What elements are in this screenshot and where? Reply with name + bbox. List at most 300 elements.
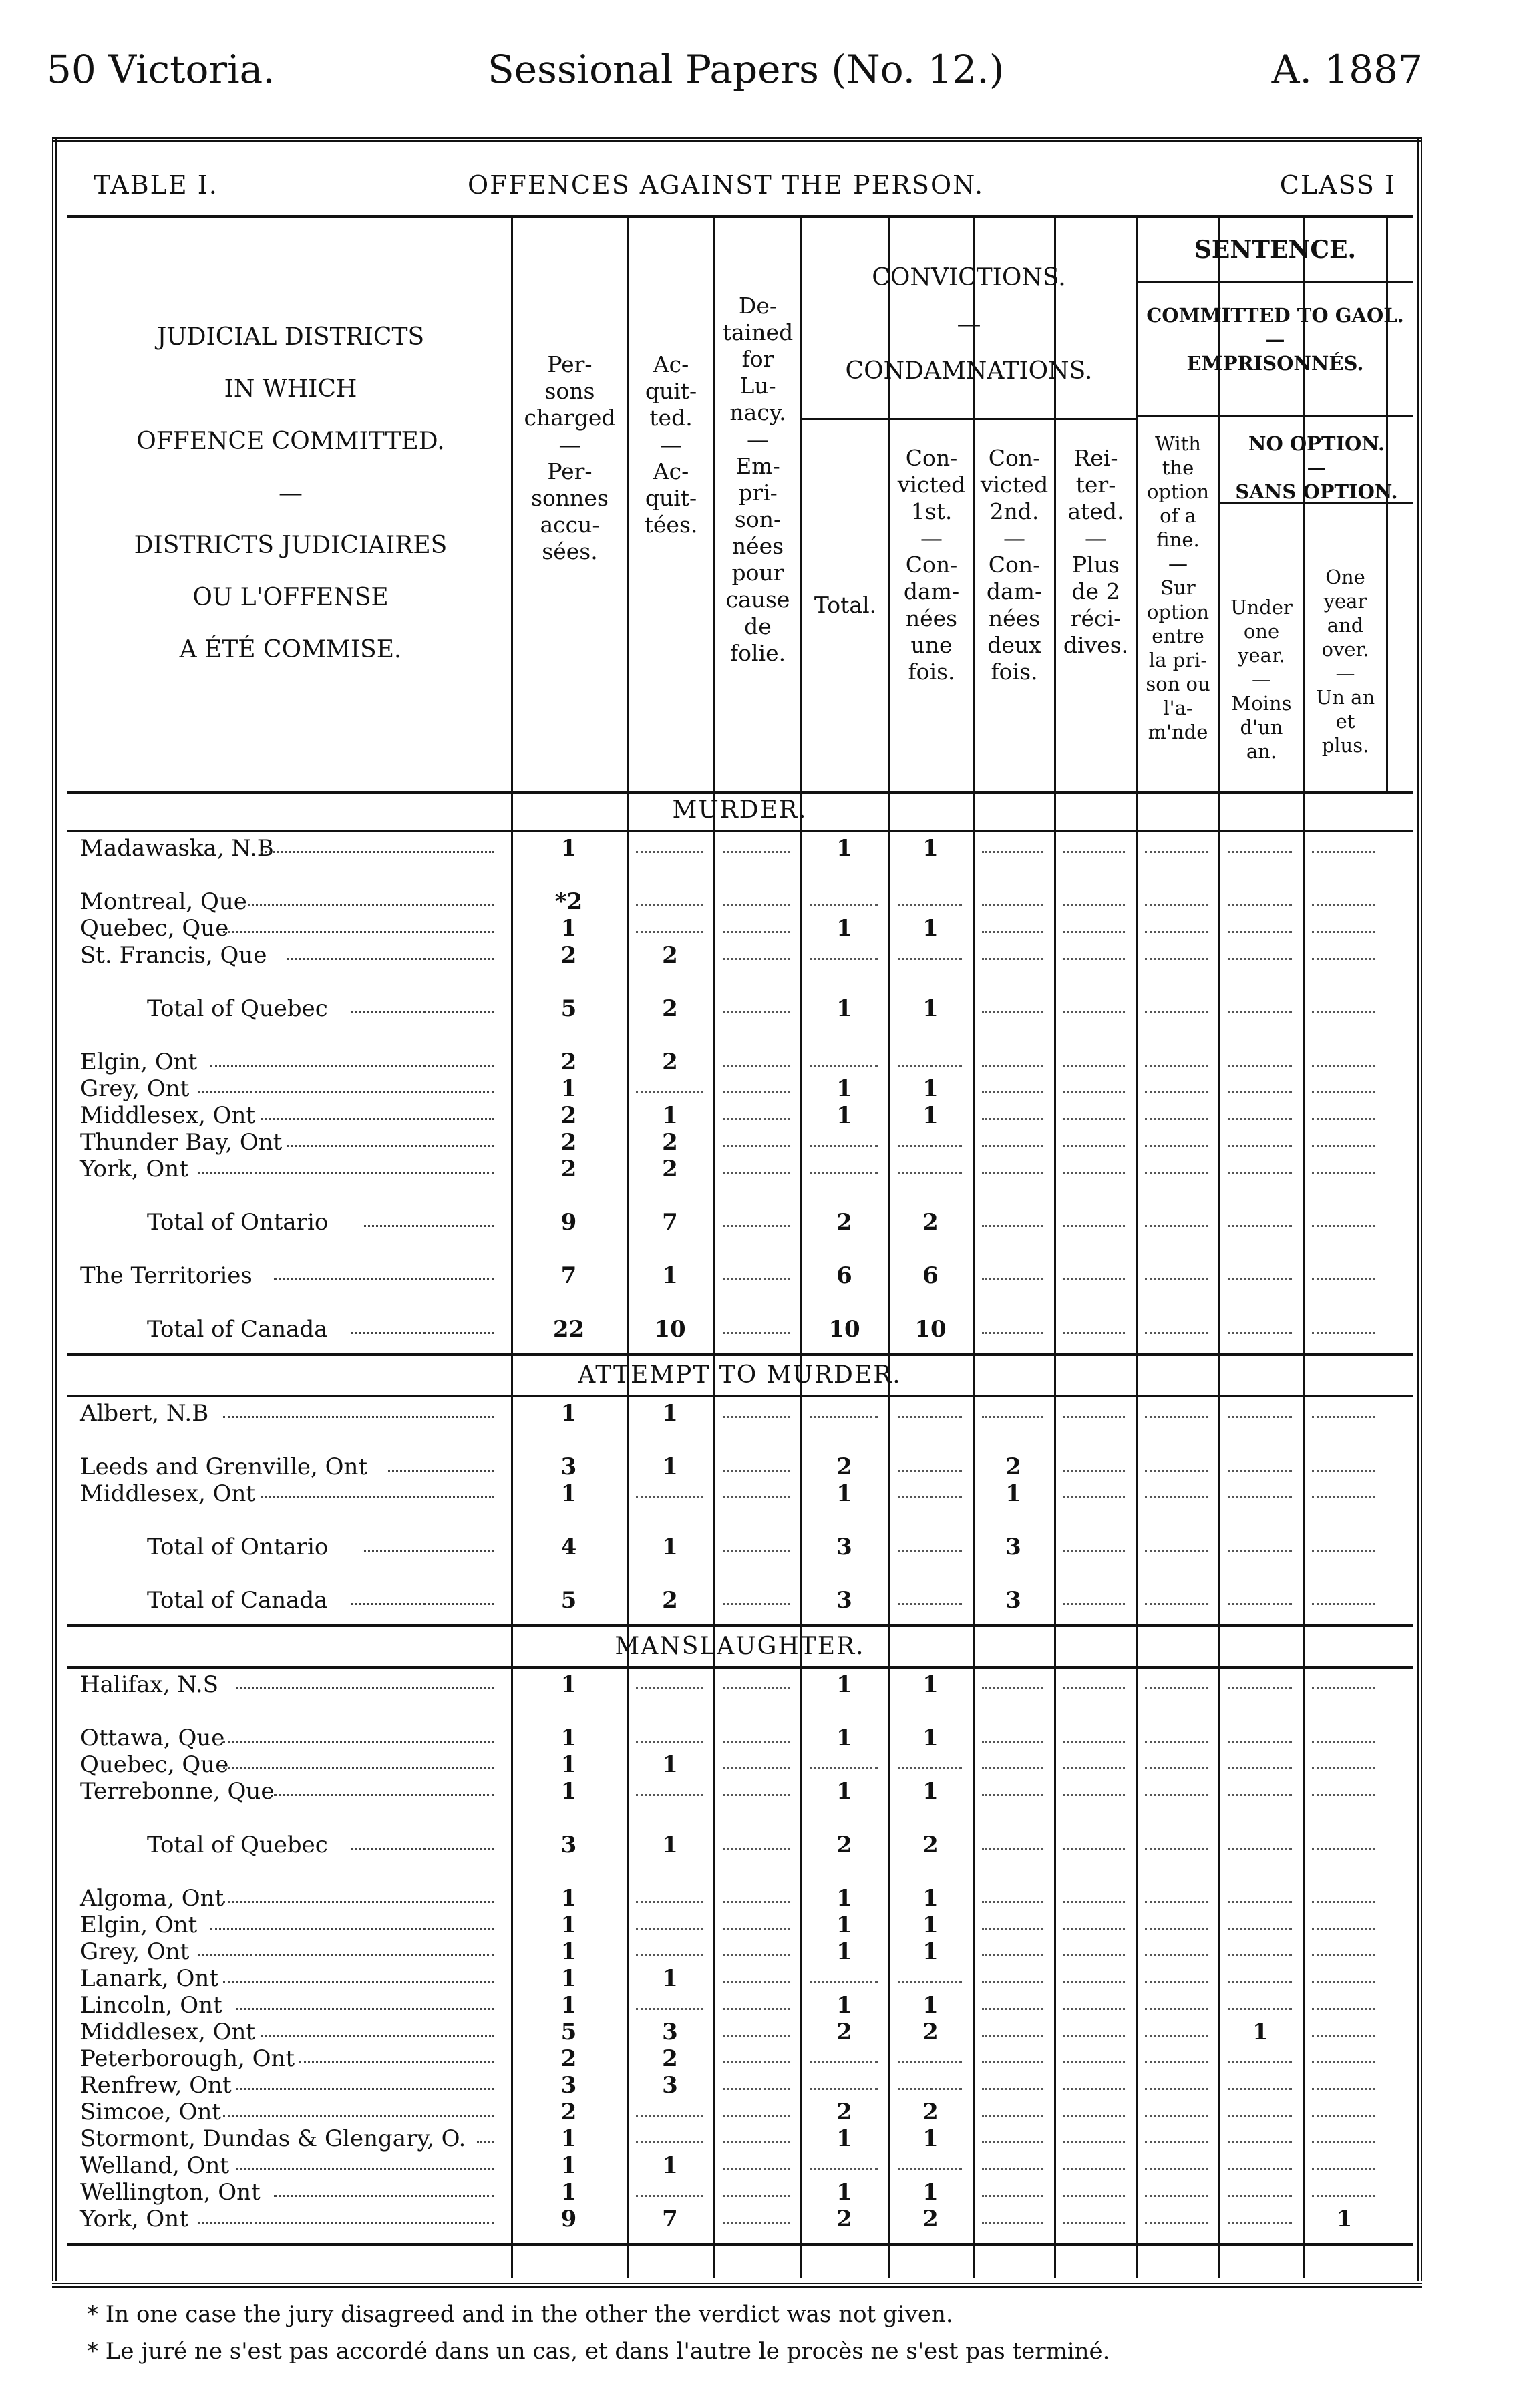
empty-cell-dots — [1063, 1225, 1125, 1227]
empty-cell-dots — [723, 1332, 790, 1334]
empty-cell-dots — [982, 1172, 1043, 1174]
leader-dots — [261, 851, 494, 853]
leader-dots — [223, 1741, 494, 1743]
h-acquitted-line: — — [660, 432, 682, 458]
table-row — [67, 1075, 1413, 1102]
table-row — [67, 1262, 1413, 1289]
district-name: Total of Quebec — [147, 1832, 328, 1858]
empty-cell-dots — [723, 1091, 790, 1093]
header-districts — [73, 311, 508, 676]
empty-cell-dots — [1228, 2168, 1292, 2170]
empty-cell-dots — [1228, 1091, 1292, 1093]
empty-cell-dots — [982, 1901, 1043, 1903]
empty-cell-dots — [1228, 1550, 1292, 1552]
header-with-option — [1138, 432, 1218, 744]
empty-cell-dots — [1228, 1496, 1292, 1498]
h-gaol-line: — — [1265, 328, 1285, 351]
table-row — [67, 1671, 1413, 1698]
h-over-line: year — [1323, 590, 1367, 613]
empty-cell-dots — [1145, 1550, 1208, 1552]
empty-cell-dots — [723, 1954, 790, 1956]
leader-dots — [223, 1981, 494, 1983]
empty-cell-dots — [1145, 1687, 1208, 1689]
empty-cell-dots — [1145, 1928, 1208, 1930]
empty-cell-dots — [1145, 1496, 1208, 1498]
leader-dots — [364, 1550, 494, 1552]
empty-cell-dots — [1063, 1848, 1125, 1850]
empty-cell-dots — [1063, 1065, 1125, 1067]
empty-cell-dots — [1063, 1091, 1125, 1093]
empty-cell-dots — [898, 1603, 962, 1605]
empty-cell-dots — [1063, 958, 1125, 960]
cell-conv1: 1 — [922, 2125, 939, 2152]
district-name: Grey, Ont — [80, 1075, 190, 1102]
empty-cell-dots — [723, 2061, 790, 2063]
h-districts-line: IN WHICH — [224, 375, 357, 403]
empty-cell-dots — [1312, 851, 1375, 853]
h-detained-line: nacy. — [729, 399, 786, 425]
h-option-line: m'nde — [1148, 721, 1208, 743]
cell-charged: 1 — [560, 1938, 577, 1965]
h-over-line: One — [1325, 566, 1365, 588]
cell-total: 1 — [836, 835, 852, 862]
district-name: Leeds and Grenville, Ont — [80, 1453, 368, 1480]
cell-charged: 5 — [560, 995, 577, 1022]
district-name: Quebec, Que — [80, 1751, 229, 1778]
empty-cell-dots — [636, 2008, 703, 2010]
cell-acquitted: 1 — [662, 1453, 678, 1480]
cell-charged: 1 — [560, 2152, 577, 2179]
empty-cell-dots — [1145, 1954, 1208, 1956]
empty-cell-dots — [723, 2222, 790, 2224]
empty-cell-dots — [1145, 1470, 1208, 1472]
empty-cell-dots — [1228, 2061, 1292, 2063]
empty-cell-dots — [982, 958, 1043, 960]
empty-cell-dots — [1312, 1416, 1375, 1418]
cell-acquitted: 1 — [662, 1534, 678, 1560]
table-row — [67, 1965, 1413, 1992]
empty-cell-dots — [1312, 1091, 1375, 1093]
empty-cell-dots — [1312, 1767, 1375, 1769]
table-row — [67, 1480, 1413, 1507]
bottom-rule — [52, 2283, 1422, 2288]
empty-cell-dots — [982, 1332, 1043, 1334]
table-row — [67, 1992, 1413, 2019]
page-header-center: Sessional Papers (No. 12.) — [488, 47, 1005, 92]
h-conv1-line: une — [910, 632, 953, 658]
leader-dots — [223, 1767, 494, 1769]
empty-cell-dots — [636, 1794, 703, 1796]
empty-cell-dots — [636, 2115, 703, 2117]
header-detained — [715, 293, 800, 667]
district-name: Algoma, Ont — [80, 1885, 224, 1912]
h-conv2-line: nées — [988, 605, 1041, 631]
leader-dots — [223, 1416, 494, 1418]
cell-conv1: 1 — [922, 1725, 939, 1751]
district-name: Middlesex, Ont — [80, 2019, 256, 2045]
total-row — [67, 1832, 1413, 1858]
h-reit-line: Plus — [1072, 552, 1120, 578]
empty-cell-dots — [982, 1011, 1043, 1013]
cell-total: 3 — [836, 1587, 852, 1614]
empty-cell-dots — [982, 2008, 1043, 2010]
district-name: Total of Canada — [147, 1587, 328, 1614]
empty-cell-dots — [810, 1981, 878, 1983]
table-row — [67, 888, 1413, 915]
empty-cell-dots — [1228, 2222, 1292, 2224]
empty-cell-dots — [898, 1550, 962, 1552]
empty-cell-dots — [1228, 931, 1292, 933]
cell-charged: 1 — [560, 1480, 577, 1507]
leader-dots — [210, 1928, 494, 1930]
empty-cell-dots — [1312, 2061, 1375, 2063]
empty-cell-dots — [1063, 1416, 1125, 1418]
cell-conv1: 1 — [922, 1778, 939, 1805]
empty-cell-dots — [1063, 1470, 1125, 1472]
empty-cell-dots — [1228, 2088, 1292, 2090]
cell-conv1: 1 — [922, 1075, 939, 1102]
h-option-line: of a — [1160, 504, 1196, 527]
empty-cell-dots — [723, 1603, 790, 1605]
cell-conv1: 1 — [922, 2179, 939, 2206]
empty-cell-dots — [723, 1225, 790, 1227]
leader-dots — [261, 1496, 494, 1498]
empty-cell-dots — [1312, 2141, 1375, 2143]
district-name: Lincoln, Ont — [80, 1992, 222, 2019]
cell-total: 2 — [836, 2099, 852, 2125]
empty-cell-dots — [1063, 2195, 1125, 2197]
district-name: Total of Ontario — [147, 1209, 329, 1236]
page-header-left: 50 Victoria. — [47, 47, 275, 92]
empty-cell-dots — [1312, 1470, 1375, 1472]
cell-charged: *2 — [554, 888, 583, 915]
table-row — [67, 915, 1413, 942]
empty-cell-dots — [1145, 2115, 1208, 2117]
cell-total: 1 — [836, 1671, 852, 1698]
leader-dots — [287, 958, 494, 960]
leader-dots — [236, 2168, 494, 2170]
empty-cell-dots — [810, 958, 878, 960]
empty-cell-dots — [1145, 1172, 1208, 1174]
empty-cell-dots — [1312, 1928, 1375, 1930]
cell-conv1: 1 — [922, 1885, 939, 1912]
empty-cell-dots — [1228, 1225, 1292, 1227]
empty-cell-dots — [1063, 1603, 1125, 1605]
total-row — [67, 1534, 1413, 1560]
empty-cell-dots — [1145, 2168, 1208, 2170]
empty-cell-dots — [810, 1145, 878, 1147]
h-convtitle-line: CONVICTIONS. — [872, 264, 1066, 291]
total-row — [67, 995, 1413, 1022]
empty-cell-dots — [1145, 1118, 1208, 1120]
h-option-line: Sur — [1160, 576, 1196, 599]
empty-cell-dots — [898, 1767, 962, 1769]
empty-cell-dots — [723, 2195, 790, 2197]
table-row — [67, 1885, 1413, 1912]
header-under-one-year — [1220, 595, 1303, 763]
cell-charged: 5 — [560, 1587, 577, 1614]
empty-cell-dots — [1145, 1603, 1208, 1605]
cell-charged: 1 — [560, 1075, 577, 1102]
empty-cell-dots — [810, 2168, 878, 2170]
table-row — [67, 2019, 1413, 2045]
cell-acquitted: 2 — [662, 1587, 678, 1614]
table-row — [67, 1912, 1413, 1938]
empty-cell-dots — [1228, 1065, 1292, 1067]
empty-cell-dots — [723, 1928, 790, 1930]
h-districts-line: A ÉTÉ COMMISE. — [179, 636, 402, 663]
empty-cell-dots — [1145, 1011, 1208, 1013]
cell-under: 1 — [1252, 2019, 1268, 2045]
h-conv2-line: Con- — [988, 552, 1041, 578]
cell-total: 1 — [836, 915, 852, 942]
cell-conv1: 1 — [922, 1912, 939, 1938]
empty-cell-dots — [1312, 2088, 1375, 2090]
leader-dots — [210, 1065, 494, 1067]
empty-cell-dots — [1312, 1118, 1375, 1120]
empty-cell-dots — [982, 1794, 1043, 1796]
empty-cell-dots — [1228, 1954, 1292, 1956]
h-detained-line: tained — [722, 319, 794, 345]
cell-total: 1 — [836, 1885, 852, 1912]
cell-charged: 2 — [560, 1102, 577, 1129]
cell-conv1: 2 — [922, 1832, 939, 1858]
empty-cell-dots — [898, 1172, 962, 1174]
cell-acquitted: 10 — [654, 1316, 686, 1343]
empty-cell-dots — [723, 1981, 790, 1983]
empty-cell-dots — [1063, 2035, 1125, 2037]
district-name: Thunder Bay, Ont — [80, 1129, 283, 1156]
cell-total: 1 — [836, 1992, 852, 2019]
empty-cell-dots — [898, 1496, 962, 1498]
empty-cell-dots — [1145, 1416, 1208, 1418]
empty-cell-dots — [723, 1550, 790, 1552]
empty-cell-dots — [723, 1065, 790, 1067]
empty-cell-dots — [1312, 1794, 1375, 1796]
cell-acquitted: 3 — [662, 2019, 678, 2045]
cell-acquitted: 2 — [662, 1049, 678, 1075]
cell-acquitted: 1 — [662, 1102, 678, 1129]
table-row — [67, 2125, 1413, 2152]
empty-cell-dots — [723, 2008, 790, 2010]
empty-cell-dots — [1228, 1981, 1292, 1983]
table-row — [67, 2152, 1413, 2179]
page-header — [47, 47, 1423, 107]
empty-cell-dots — [1228, 2141, 1292, 2143]
empty-cell-dots — [1145, 1145, 1208, 1147]
empty-cell-dots — [982, 2115, 1043, 2117]
h-conv2-line: victed — [980, 472, 1049, 498]
empty-cell-dots — [982, 1741, 1043, 1743]
h-over-line: et — [1335, 710, 1355, 733]
h-convtitle-line: — — [957, 311, 981, 338]
empty-cell-dots — [1228, 1172, 1292, 1174]
h-districts-line: DISTRICTS JUDICIAIRES — [134, 532, 448, 559]
leader-dots — [198, 2222, 494, 2224]
empty-cell-dots — [1145, 2088, 1208, 2090]
empty-cell-dots — [1145, 1767, 1208, 1769]
cell-acquitted: 1 — [662, 1965, 678, 1992]
table-row — [67, 835, 1413, 862]
h-option-line: son ou — [1146, 673, 1210, 695]
h-acquitted-line: tées. — [644, 512, 698, 538]
cell-charged: 3 — [560, 1453, 577, 1480]
district-name: York, Ont — [80, 2206, 188, 2232]
h-districts-line: OU L'OFFENSE — [192, 584, 389, 611]
leader-dots — [261, 1118, 494, 1120]
empty-cell-dots — [723, 1848, 790, 1850]
cell-charged: 1 — [560, 1992, 577, 2019]
empty-cell-dots — [723, 1278, 790, 1280]
empty-cell-dots — [1063, 2088, 1125, 2090]
h-detained-line: folie. — [729, 640, 786, 666]
h-over-line: Un an — [1315, 686, 1375, 709]
empty-cell-dots — [982, 1118, 1043, 1120]
district-name: Welland, Ont — [80, 2152, 230, 2179]
cell-charged: 4 — [560, 1534, 577, 1560]
empty-cell-dots — [1063, 2141, 1125, 2143]
h-conv1-line: Con- — [905, 552, 958, 578]
h-detained-line: son- — [734, 506, 782, 532]
header-total: Total. — [814, 592, 877, 618]
header-sentence: SENTENCE. — [1194, 236, 1357, 264]
leader-dots — [223, 931, 494, 933]
empty-cell-dots — [723, 2115, 790, 2117]
empty-cell-dots — [982, 1767, 1043, 1769]
h-conv2-line: dam- — [986, 578, 1043, 605]
h-gaol-line: COMMITTED TO GAOL. — [1146, 304, 1404, 327]
h-option-line: the — [1162, 456, 1194, 479]
district-name: Middlesex, Ont — [80, 1102, 256, 1129]
empty-cell-dots — [1312, 958, 1375, 960]
total-row — [67, 1587, 1413, 1614]
empty-cell-dots — [982, 2061, 1043, 2063]
header-acquitted — [629, 351, 713, 538]
district-name: Total of Ontario — [147, 1534, 329, 1560]
cell-total: 10 — [828, 1316, 860, 1343]
cell-conv1: 2 — [922, 2099, 939, 2125]
empty-cell-dots — [1063, 1278, 1125, 1280]
h-over-line: plus. — [1321, 734, 1369, 757]
h-charged-line: Per- — [547, 458, 592, 484]
cell-conv1: 2 — [922, 2019, 939, 2045]
h-acquitted-line: ted. — [649, 405, 693, 431]
leader-dots — [198, 1091, 494, 1093]
empty-cell-dots — [982, 2222, 1043, 2224]
empty-cell-dots — [723, 1118, 790, 1120]
cell-acquitted: 1 — [662, 1832, 678, 1858]
cell-conv1: 1 — [922, 1938, 939, 1965]
h-over-line: — — [1335, 662, 1355, 685]
cell-total: 1 — [836, 1938, 852, 1965]
h-acquitted-line: Ac- — [653, 458, 689, 484]
empty-cell-dots — [1228, 1928, 1292, 1930]
h-option-line: entre — [1152, 625, 1204, 647]
empty-cell-dots — [1228, 1118, 1292, 1120]
cell-acquitted: 1 — [662, 2152, 678, 2179]
cell-conv1: 1 — [922, 1992, 939, 2019]
empty-cell-dots — [982, 2035, 1043, 2037]
cell-charged: 2 — [560, 1129, 577, 1156]
h-charged-line: sées. — [542, 538, 598, 564]
empty-cell-dots — [723, 1172, 790, 1174]
h-detained-line: Lu- — [739, 373, 776, 399]
district-name: Renfrew, Ont — [80, 2072, 232, 2099]
empty-cell-dots — [898, 1981, 962, 1983]
empty-cell-dots — [1312, 1496, 1375, 1498]
table-class: CLASS I — [1279, 170, 1396, 200]
h-conv2-line: 2nd. — [989, 498, 1039, 524]
empty-cell-dots — [1228, 1794, 1292, 1796]
empty-cell-dots — [723, 958, 790, 960]
table-row — [67, 1156, 1413, 1182]
empty-cell-dots — [982, 1278, 1043, 1280]
district-name: Stormont, Dundas & Glengary, O. — [80, 2125, 466, 2152]
empty-cell-dots — [1063, 1011, 1125, 1013]
section-end-rule — [67, 1624, 1413, 1627]
empty-cell-dots — [723, 1011, 790, 1013]
cell-total: 2 — [836, 1832, 852, 1858]
district-name: York, Ont — [80, 1156, 188, 1182]
empty-cell-dots — [1145, 1278, 1208, 1280]
empty-cell-dots — [982, 1145, 1043, 1147]
cell-total: 1 — [836, 1725, 852, 1751]
cell-charged: 1 — [560, 1965, 577, 1992]
section-title: ATTEMPT TO MURDER. — [578, 1361, 902, 1389]
empty-cell-dots — [1228, 1145, 1292, 1147]
empty-cell-dots — [982, 2195, 1043, 2197]
empty-cell-dots — [723, 851, 790, 853]
empty-cell-dots — [1063, 1767, 1125, 1769]
cell-charged: 1 — [560, 2179, 577, 2206]
empty-cell-dots — [810, 1065, 878, 1067]
district-name: Montreal, Que — [80, 888, 247, 915]
leader-dots — [364, 1225, 494, 1227]
table-row — [67, 2206, 1413, 2232]
leader-dots — [388, 1470, 494, 1472]
empty-cell-dots — [1063, 1741, 1125, 1743]
h-under-line: Under — [1230, 596, 1293, 619]
empty-cell-dots — [636, 1687, 703, 1689]
empty-cell-dots — [1145, 2008, 1208, 2010]
district-name: Peterborough, Ont — [80, 2045, 295, 2072]
empty-cell-dots — [1063, 1145, 1125, 1147]
h-conv2-line: Con- — [988, 445, 1041, 471]
empty-cell-dots — [1145, 1901, 1208, 1903]
empty-cell-dots — [723, 1767, 790, 1769]
empty-cell-dots — [1312, 1848, 1375, 1850]
page-header-right: A. 1887 — [1271, 47, 1423, 92]
cell-charged: 1 — [560, 1912, 577, 1938]
empty-cell-dots — [1063, 1954, 1125, 1956]
district-name: Elgin, Ont — [80, 1049, 198, 1075]
empty-cell-dots — [810, 1416, 878, 1418]
h-acquitted-line: quit- — [645, 485, 697, 511]
empty-cell-dots — [982, 1416, 1043, 1418]
h-over-line: over. — [1321, 638, 1369, 661]
empty-cell-dots — [982, 1848, 1043, 1850]
leader-dots — [274, 2195, 494, 2197]
table-row — [67, 942, 1413, 969]
h-districts-line: OFFENCE COMMITTED. — [136, 427, 445, 455]
empty-cell-dots — [1145, 1091, 1208, 1093]
empty-cell-dots — [898, 958, 962, 960]
h-conv2-line: — — [1003, 525, 1025, 551]
h-reit-line: dives. — [1063, 632, 1129, 658]
cell-acquitted: 2 — [662, 942, 678, 969]
empty-cell-dots — [1312, 904, 1375, 906]
empty-cell-dots — [982, 931, 1043, 933]
